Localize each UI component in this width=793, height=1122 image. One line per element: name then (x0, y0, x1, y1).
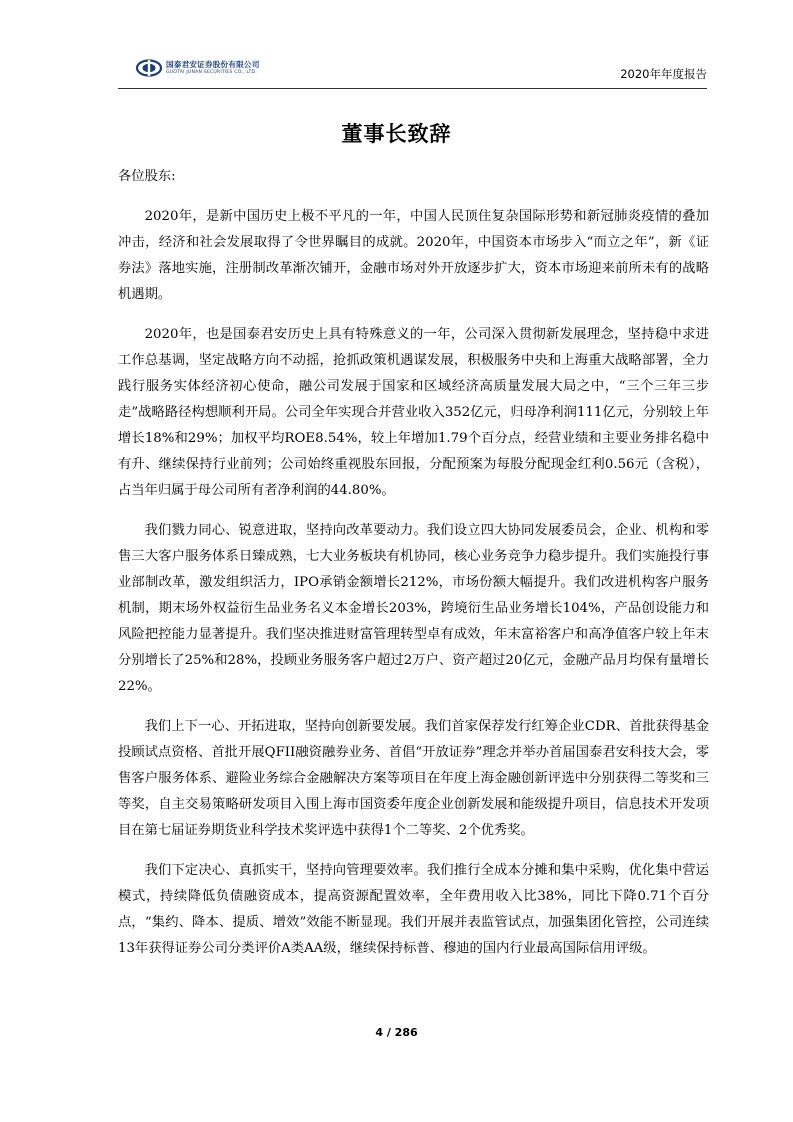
company-name-en: GUOTAI JUNAN SECURITIES CO., LTD. (166, 69, 257, 75)
paragraph-4: 我们上下一心、开拓进取，坚持向创新要发展。我们首家保荐发行红筹企业CDR、首批获得基金投顾试点资格、首批开展QFII融资融券业务、首倡“开放证券”理念并举办首届国泰君安科技大会，零售客户服务体系、避险业务综合金融解决方案等项目在年度上海金融创新评选中分别获得二等奖和三等奖，自主交易策略研发项目入围上海市国资委年度企业创新发展和能级提升项目，信息技术开发项目在第七届证券期货业科学技术奖评选中获得1个二等奖、2个优秀奖。 (118, 719, 709, 838)
page-header (118, 54, 707, 86)
page-title: 董事长致辞 (341, 122, 452, 146)
paragraph-5: 我们下定决心、真抓实干，坚持向管理要效率。我们推行全成本分摊和集中采购，优化集中营运模式，持续降低负债融资成本，提高资源配置效率，全年费用收入比38%，同比下降0.71个百分点，“集约、降本、提质、增效”效能不断显现。我们开展并表监管试点，加强集团化管控，公司连续13年获得证券公司分类评价A类AA级，继续保持标普、穆迪的国内行业最高国际信用评级。 (118, 863, 709, 956)
header-divider (118, 88, 707, 89)
salutation: 各位股东: (118, 169, 176, 184)
paragraph-2: 2020年，也是国泰君安历史上具有特殊意义的一年，公司深入贯彻新发展理念，坚持稳中求进工作总基调，坚定战略方向不动摇，抢抓政策机遇谋发展，积极服务中央和上海重大战略部署，全力践行服务实体经济初心使命，融公司发展于国家和区域经济高质量发展大局之中，“三个三年三步走”战略路径构想顺利开局。公司全年实现合并营业收入352亿元，归母净利润111亿元，分别较上年增长18%和29%；加权平均ROE8.54%，较上年增加1.79个百分点，经营业绩和主要业务排名稳中有升、继续保持行业前列；公司始终重视股东回报，分配预案为每股分配现金红利0.56元（含税），占当年归属于母公司所有者净利润的44.80%。 (118, 327, 709, 498)
report-title: 2020年年度报告 (620, 67, 707, 81)
paragraph-1: 2020年，是新中国历史上极不平凡的一年，中国人民顶住复杂国际形势和新冠肺炎疫情的叠加冲击，经济和社会发展取得了令世界瞩目的成就。2020年，中国资本市场步入“而立之年”，新《证券法》落地实施，注册制改革渐次铺开，金融市场对外开放逐步扩大，资本市场迎来前所未有的战略机遇期。 (118, 209, 709, 302)
company-name-cn: 国泰君安证券股份有限公司 (166, 59, 260, 69)
paragraph-3: 我们戮力同心、锐意进取，坚持向改革要动力。我们设立四大协同发展委员会，企业、机构和零售三大客户服务体系日臻成熟，七大业务板块有机协同，核心业务竞争力稳步提升。我们实施投行事业部制改革，激发组织活力，IPO承销金额增长212%，市场份额大幅提升。我们改进机构客户服务机制，期末场外权益衍生品业务名义本金增长203%，跨境衍生品业务增长104%，产品创设能力和风险把控能力显著提升。我们坚决推进财富管理转型卓有成效，年末富裕客户和高净值客户较上年末分别增长了25%和28%，投顾业务服务客户超过2万户、资产超过20亿元，金融产品月均保有量增长22%。 (118, 523, 709, 694)
page-number: 4 / 286 (375, 1026, 418, 1039)
company-logo-icon (136, 59, 162, 77)
company-logo (136, 58, 260, 78)
letter-body (118, 164, 709, 976)
